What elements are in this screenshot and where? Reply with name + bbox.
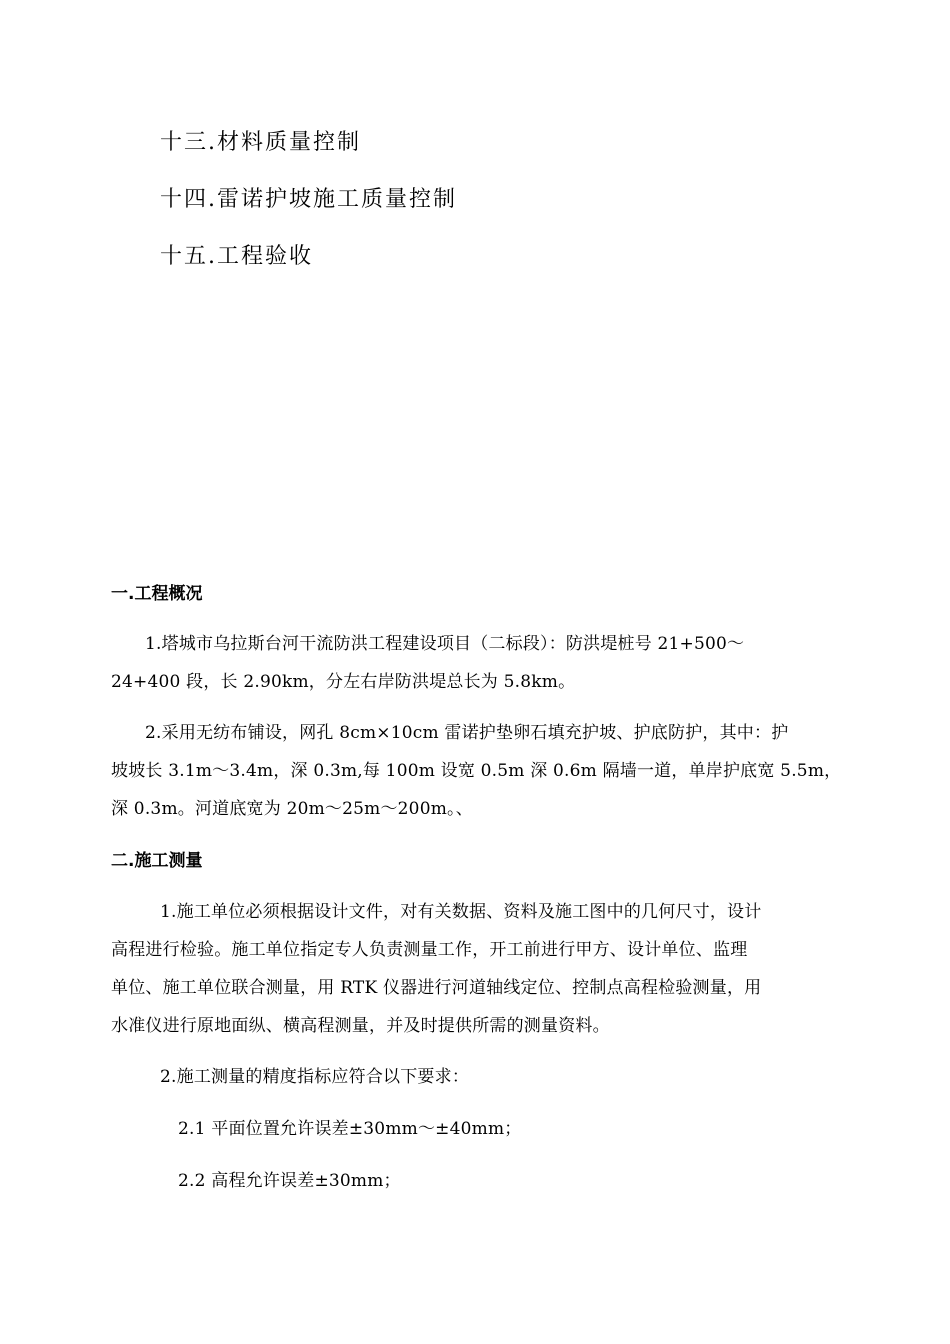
toc-item-13: 十三.材料质量控制: [160, 130, 361, 155]
survey-requirement-2-2: 2.2 高程允许误差±30mm；: [178, 1171, 401, 1191]
survey-paragraph-1-line-2: 高程进行检验。施工单位指定专人负责测量工作，开工前进行甲方、设计单位、监理: [111, 940, 748, 960]
toc-item-15: 十五.工程验收: [160, 244, 313, 269]
survey-paragraph-1-line-1: 1.施工单位必须根据设计文件，对有关数据、资料及施工图中的几何尺寸，设计: [160, 902, 762, 922]
survey-paragraph-2: 2.施工测量的精度指标应符合以下要求：: [160, 1067, 470, 1087]
overview-paragraph-2-line-3: 深 0.3m。河道底宽为 20m～25m～200m。、: [111, 799, 473, 819]
survey-paragraph-1-line-4: 水准仪进行原地面纵、横高程测量，并及时提供所需的测量资料。: [111, 1016, 610, 1036]
section-heading-overview: 一.工程概况: [111, 584, 203, 604]
overview-paragraph-2-line-2: 坡坡长 3.1m～3.4m，深 0.3m,每 100m 设宽 0.5m 深 0.6m 隔墙一道，单岸护底宽 5.5m，: [111, 761, 842, 781]
survey-requirement-2-1: 2.1 平面位置允许误差±30mm～±40mm；: [178, 1119, 522, 1139]
survey-paragraph-1-line-3: 单位、施工单位联合测量，用 RTK 仪器进行河道轴线定位、控制点高程检验测量，用: [111, 978, 762, 998]
section-heading-survey: 二.施工测量: [111, 851, 203, 871]
overview-paragraph-1-line-1: 1.塔城市乌拉斯台河干流防洪工程建设项目（二标段）：防洪堤桩号 21+500～: [145, 634, 745, 654]
overview-paragraph-2-line-1: 2.采用无纺布铺设，网孔 8cm×10cm 雷诺护垫卵石填充护坡、护底防护，其中：护: [145, 723, 789, 743]
toc-item-14: 十四.雷诺护坡施工质量控制: [160, 187, 457, 212]
overview-paragraph-1-line-2: 24+400 段，长 2.90km，分左右岸防洪堤总长为 5.8km。: [111, 672, 576, 692]
